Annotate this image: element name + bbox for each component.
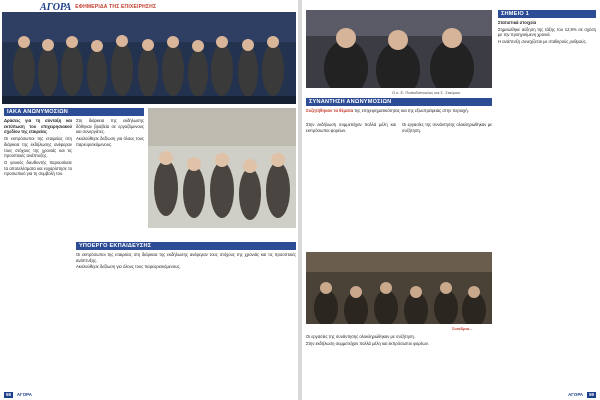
section-bar-4: ΣΗΜΕΙΟ 1 [498, 10, 596, 18]
left-col1-p2: Ο γενικός διευθυντής παρουσίασε τα αποτελέσματα και ευχαρίστησε το προσωπικό για τη συμβολή του. [4, 159, 72, 177]
left-col2-p1: Στη διάρκεια της εκδήλωσης δόθηκαν βραβεία σε εργαζόμενους και συνεργάτες. [76, 118, 144, 135]
right-sidebar-lead: Στατιστικά στοιχεία [498, 20, 537, 25]
right-col1-p1: Στην εκδήλωση συμμετείχαν πολλά μέλη και εκπρόσωποι φορέων. [306, 122, 396, 133]
right-sidebar-column [498, 20, 596, 388]
masthead [40, 2, 156, 12]
section-bar-1: ΙΑΚΑ ΑΝΩΝΥΜΟΣΙΩΝ [4, 108, 144, 116]
left-col1-p1: Οι εκπρόσωποι της εταιρείας στη διάρκεια της εκδήλωσης ανέφεραν τους στόχους της χρονιάς και τις προοπτικές ανάπτυξης. [4, 136, 72, 159]
group-photo [2, 12, 296, 104]
left-footer [4, 392, 32, 398]
right-col2-p1: Οι εργασίες της συνάντησης ολοκληρώθηκαν με συζήτηση. [402, 122, 492, 133]
right-bottom-p1: Οι εργασίες της συνάντησης ολοκληρώθηκαν με συζήτηση. [306, 334, 416, 339]
right-column-2 [402, 122, 492, 248]
right-footer-label: ΑΓΟΡΑ [568, 392, 584, 397]
conference-photo [306, 252, 492, 324]
right-headline-rest: της επιχειρηματικότητας και της εξωστρέφειας στην περιοχή. [353, 108, 469, 113]
left-page [0, 0, 298, 400]
right-headline [306, 108, 492, 114]
right-footer [568, 392, 596, 398]
masthead-subtitle: ΕΦΗΜΕΡΙΔΑ ΤΗΣ ΕΠΙΧΕΙΡΗΣΗΣ [75, 4, 157, 10]
left-col3-p2: Ακολούθησε δεξίωση για όλους τους παρευρισκόμενους. [76, 264, 181, 270]
left-column-2 [76, 118, 144, 238]
left-footer-label: ΑΓΟΡΑ [16, 392, 32, 397]
right-sidebar-p2: Η ανάπτυξη συνεχίζεται με σταθερούς ρυθμούς. [498, 39, 587, 45]
right-page-number: 59 [589, 392, 594, 397]
left-page-number: 58 [6, 392, 11, 397]
right-page [302, 0, 600, 400]
section-bar-3: ΣΥΝΑΝΤΗΣΗ ΑΝΩΝΥΜΟΣΙΩΝ [306, 98, 492, 106]
masthead-logo: ΑΓΟΡΑ [40, 1, 72, 13]
speakers-photo [306, 10, 492, 88]
left-col3-p1: Οι εκπρόσωποι της εταιρείας στη διάρκεια της εκδήλωσης ανέφεραν τους στόχους της χρονιάς και τις προοπτικές ανάπτυξης. [76, 252, 296, 263]
right-bottom-p2: Στην εκδήλωση συμμετείχαν πολλά μέλη και εκπρόσωποι φορέων. [306, 340, 429, 346]
left-col1-lead: Δράσεις για τη σύνταξη και εκτύπωση του επιχειρησιακού σχεδίου της εταιρείας [4, 118, 72, 135]
event-photo [148, 108, 296, 228]
right-headline-kicker: Συζητήθηκαν τα θέματα [306, 108, 354, 113]
left-column-3 [76, 252, 296, 388]
section-bar-2: ΥΠΟΕΡΓΟ ΕΚΠΑΙΔΕΥΣΗΣ [76, 242, 296, 250]
left-col2-p2: Ακολούθησε δεξίωση για όλους τους παρευρισκόμενους. [76, 136, 144, 147]
right-column-1 [306, 122, 396, 248]
speakers-caption: Ο κ. Ε. Παπαδόπουλος και Σ. Σταύρου [392, 90, 461, 95]
right-sidebar-p1: Σημειώθηκε αύξηση της τάξης του 12,9% σε σχέση με την προηγούμενη χρονιά. [498, 26, 596, 38]
left-column-1 [4, 118, 72, 388]
right-bottom-text [306, 334, 492, 388]
conference-caption: Συνέδριο... [452, 326, 473, 331]
